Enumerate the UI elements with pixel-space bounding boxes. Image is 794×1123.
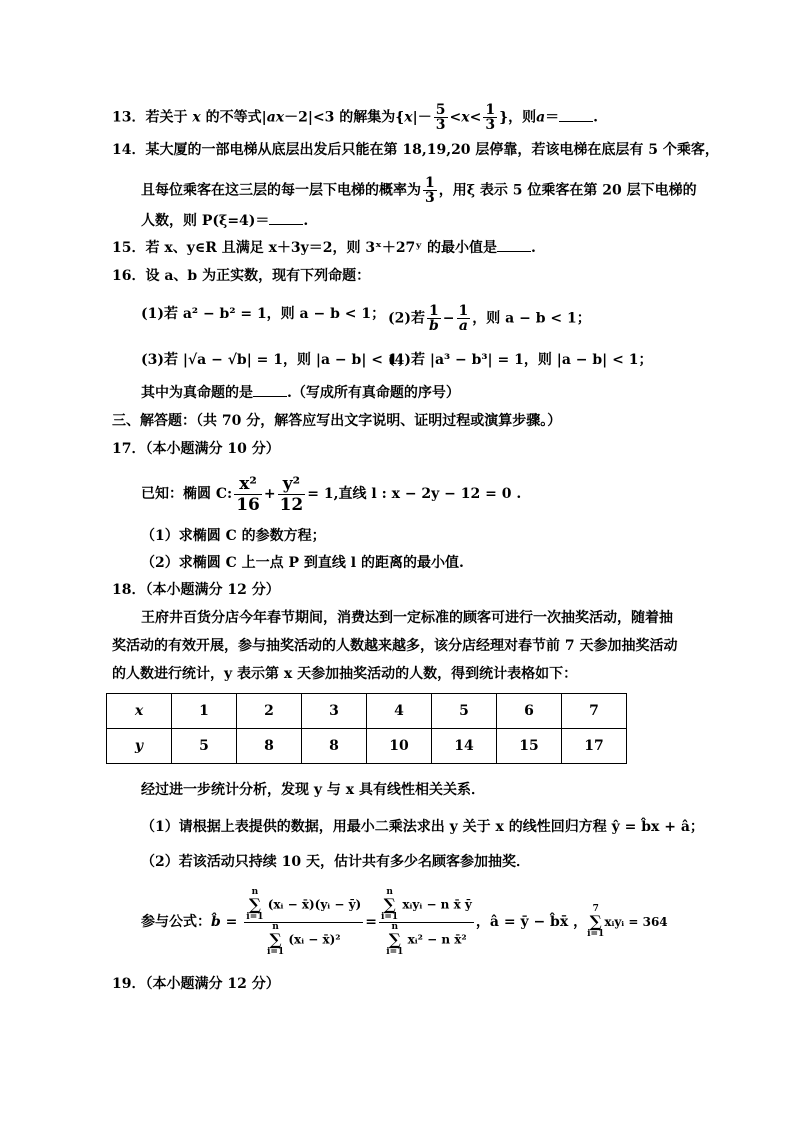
table-cell: 3 [302,694,367,729]
table-cell: 7 [562,694,627,729]
section-3-heading: 三、解答题：（共 70 分，解答应写出文字说明、证明过程或演算步骤。） [112,413,562,429]
question-17-part1: （1）求椭圆 C 的参数方程； [141,528,326,544]
question-14-line3: 人数，则 P(ξ=4)＝ . [141,213,309,229]
question-19-heading: 19．（本小题满分 12 分） [112,976,280,992]
table-cell: y [107,729,172,764]
table-cell: 5 [172,729,237,764]
table-cell: 2 [237,694,302,729]
answer-blank [559,109,593,122]
answer-blank [253,384,287,397]
table-cell: 15 [497,729,562,764]
question-18-paragraph-2: 奖活动的有效开展，参与抽奖活动的人数越来越多，该分店经理对春节前 7 天参加抽奖活动 [112,638,678,654]
proposition-1: (1)若 a² − b² = 1，则 a − b < 1； [141,306,386,322]
question-17-part2: （2）求椭圆 C 上一点 P 到直线 l 的距离的最小值. [141,555,464,571]
answer-blank [497,239,531,252]
question-14-line2: 且每位乘客在这三层的每一层下电梯的概率为 $\frac{1}{3}$ ，用ξ 表示 5 位乘客在第 20 层下电梯的 [141,175,697,206]
table-cell: 14 [432,729,497,764]
proposition-2: (2)若 $\frac{1}{b}$ − $\frac{1}{a}$ ，则 a − b < 1； [388,303,591,334]
table-cell: 4 [367,694,432,729]
table-cell: 5 [432,694,497,729]
question-18-part2: （2）若该活动只持续 10 天，估计共有多少名顾客参加抽奖． [141,854,530,870]
question-16-answer: 其中为真命题的是 .（写成所有真命题的序号） [141,385,460,401]
question-18-after-table: 经过进一步统计分析，发现 y 与 x 具有线性相关关系． [141,782,485,798]
question-17-heading: 17．（本小题满分 10 分） [112,441,280,457]
table-cell: 1 [172,694,237,729]
table-cell: 10 [367,729,432,764]
table-cell: x [107,694,172,729]
table-cell: 8 [302,729,367,764]
table-row-y [107,729,627,764]
question-18-part1: （1）请根据上表提供的数据，用最小二乘法求出 y 关于 x 的线性回归方程 ŷ = b̂x + â； [141,819,704,835]
question-18-heading: 18．（本小题满分 12 分） [112,582,280,598]
question-18-paragraph-1: 王府井百货分店今年春节期间，消费达到一定标准的顾客可进行一次抽奖活动，随着抽 [141,610,673,626]
question-16: 16．设 a、b 为正实数，现有下列命题： [112,268,371,284]
table-cell: 17 [562,729,627,764]
table-cell: 6 [497,694,562,729]
question-13: 13．若关于 x 的不等式|ax－2|<3 的解集为{x|－ $\frac{5}{3}$ <x< $\frac{1}{3}$ }，则a＝ . [112,102,599,133]
question-18-paragraph-3: 的人数进行统计，y 表示第 x 天参加抽奖活动的人数，得到统计表格如下： [112,666,578,682]
table-cell: 8 [237,729,302,764]
proposition-3: (3)若 |√a − √b| = 1，则 |a − b| < 1； [141,352,412,368]
statistics-table [106,693,627,764]
ellipse-equation: 已知：椭圆 C: $\frac{\text{x²}}{16}$ + $\frac{\text{y²}}{12}$ = 1,直线 l : x − 2y − 12 = 0 . [141,473,522,515]
question-15: 15．若 x、y∈R 且满足 x＋3y＝2，则 3ˣ＋27ʸ 的最小值是 . [112,240,536,256]
answer-blank [269,212,303,225]
reference-formula: 参与公式：b̂ = n ∑ i=1 (xᵢ − x̄)(yᵢ − ȳ) n ∑ i=1 (xᵢ − x̄)² = n ∑ i=1 xᵢyᵢ − n x̄ ȳ n ∑ i=1 xᵢ² − n x̄² ，â = ȳ − b̂x̄ ，7 ∑ i=1xᵢyᵢ = 364 [141,886,668,957]
question-14-line1: 14．某大厦的一部电梯从底层出发后只能在第 18,19,20 层停靠，若该电梯在底层有 5 个乘客， [112,142,719,158]
table-row-x [107,694,627,729]
proposition-4: (4)若 |a³ − b³| = 1，则 |a − b| < 1； [388,352,653,368]
